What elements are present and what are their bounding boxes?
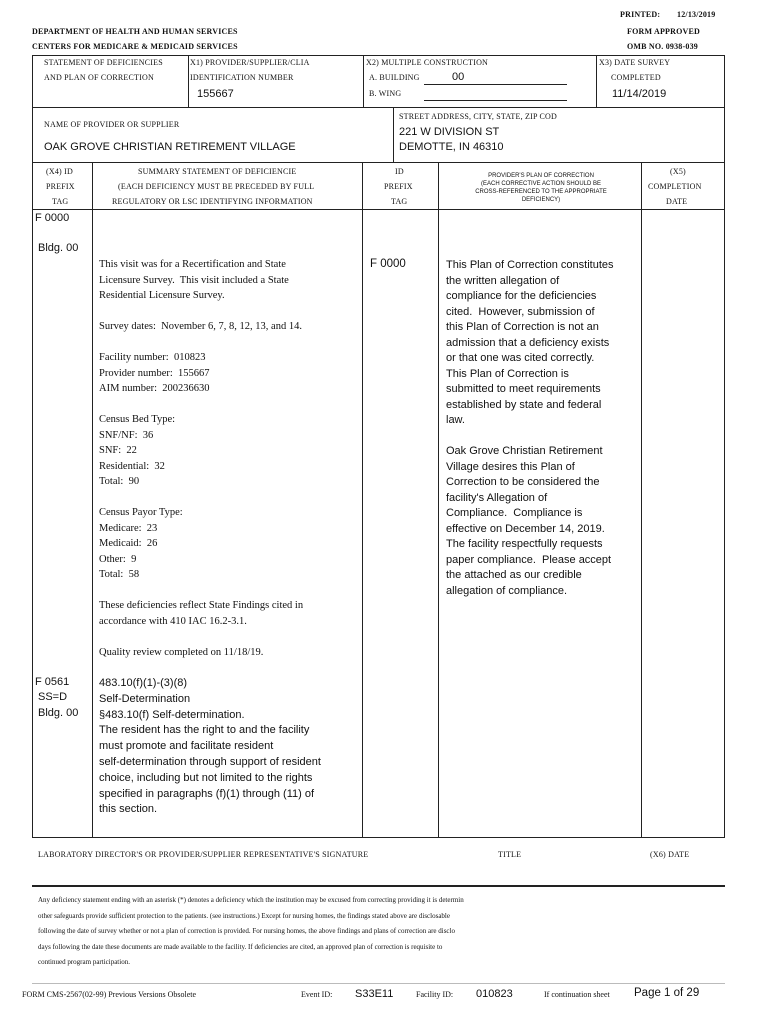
wing-underline [424, 100, 567, 101]
city-state-zip: DEMOTTE, IN 46310 [399, 141, 504, 153]
provider-name: OAK GROVE CHRISTIAN RETIREMENT VILLAGE [44, 141, 296, 153]
x6-date-label: (X6) DATE [650, 850, 690, 859]
signature-label: LABORATORY DIRECTOR'S OR PROVIDER/SUPPLIER REPRESENTATIVE'S SIGNATURE [38, 850, 369, 859]
scope-severity: SS=D [38, 691, 68, 703]
x4-id-label: (X4) ID [46, 167, 73, 176]
provider-clia-label: X1) PROVIDER/SUPPLIER/CLIA [190, 58, 310, 67]
multiple-construction-label: X2) MULTIPLE CONSTRUCTION [366, 58, 489, 67]
event-id-label: Event ID: [301, 990, 333, 999]
id-tag-f0000: F 0000 [370, 258, 406, 270]
summary-statement-text: This visit was for a Recertification and State Licensure Survey. This visit included a State Residential Licensure Survey. Survey dates: November 6, 7, 8, 12, 13, and 14. Facility number: 010823 Provider number: 155667 AIM number: 200236630 Census Bed Type: SNF/NF: 36 SNF: 22 Residential: 32 Total: 90 Census Payor Type: Medicare: 23 Medicaid: 26 Other: 9 Total: 58 These deficiencies reflect State Findings cited in accordance with 410 IAC 16.2-3.1. Quality review completed on 11/18/19. [99, 259, 304, 658]
f561-deficiency-text: 483.10(f)(1)-(3)(8) Self-Determination §483.10(f) Self-determination. The resident has the right to and the facility must promote and facilitate resident self-determination through support of resident choice, including but not limited to the rights specified in paragraphs (f)(1) through (11) of this section. [99, 677, 321, 816]
x5-label: (X5) [670, 167, 686, 176]
building-label: A. BUILDING [369, 73, 420, 82]
survey-date: 11/14/2019 [612, 88, 667, 100]
street-address-label: STREET ADDRESS, CITY, STATE, ZIP COD [399, 112, 557, 121]
form-number: FORM CMS-2567(02-99) Previous Versions Obsolete [22, 990, 197, 999]
summary-header-2: (EACH DEFICIENCY MUST BE PRECEDED BY FULL [118, 182, 315, 191]
completed-label: COMPLETED [611, 73, 661, 82]
centers-heading: CENTERS FOR MEDICARE & MEDICAID SERVICES [32, 42, 238, 51]
date-survey-label: X3) DATE SURVEY [599, 58, 671, 67]
continuation-label: If continuation sheet [544, 990, 610, 999]
signature-rule [32, 885, 725, 887]
id-label: ID [395, 167, 404, 176]
bldg-tag-1: Bldg. 00 [38, 242, 79, 254]
date-label: DATE [666, 197, 688, 206]
statement-label-2: AND PLAN OF CORRECTION [44, 73, 154, 82]
omb-number: OMB NO. 0938-039 [627, 42, 698, 51]
street-address: 221 W DIVISION ST [399, 126, 500, 138]
x4-tag-label: TAG [52, 197, 69, 206]
bldg-tag-2: Bldg. 00 [38, 707, 79, 719]
tag-f0561: F 0561 [35, 676, 70, 688]
printed-date: 12/13/2019 [677, 10, 716, 19]
id-tag-label: TAG [391, 197, 408, 206]
x4-prefix-label: PREFIX [46, 182, 75, 191]
tag-f0000: F 0000 [35, 212, 70, 224]
identification-number-label: IDENTIFICATION NUMBER [190, 73, 294, 82]
page-number: Page 1 of 29 [634, 987, 700, 999]
provider-id: 155667 [197, 88, 234, 100]
building-underline [424, 84, 567, 85]
department-heading: DEPARTMENT OF HEALTH AND HUMAN SERVICES [32, 27, 238, 36]
plan-of-correction-text: This Plan of Correction constitutes the written allegation of compliance for the deficiencies cited. However, submission of this Plan of Correction is not an admission that a deficiency exists or that one was cited correctly. This Plan of Correction is submitted to meet requirements established by state and federal law. Oak Grove Christian Retirement Village desires this Plan of Correction to be considered the facility's Allegation of Compliance. Compliance is effective on December 14, 2019. The facility respectfully requests paper compliance. Please accept the attached as our credible allegation of compliance. [446, 259, 614, 597]
completion-label: COMPLETION [648, 182, 702, 191]
provider-name-label: NAME OF PROVIDER OR SUPPLIER [44, 120, 180, 129]
footer-rule [32, 983, 725, 984]
statement-label-1: STATEMENT OF DEFICIENCIES [44, 58, 163, 67]
summary-header-1: SUMMARY STATEMENT OF DEFICIENCIE [138, 167, 297, 176]
facility-id-label: Facility ID: [416, 990, 454, 999]
summary-header-3: REGULATORY OR LSC IDENTIFYING INFORMATION [112, 197, 313, 206]
building-value: 00 [452, 71, 465, 83]
event-id: S33E11 [355, 988, 394, 1000]
id-prefix-label: PREFIX [384, 182, 413, 191]
facility-id: 010823 [476, 988, 513, 1000]
printed-label: PRINTED: [620, 10, 661, 19]
title-label: TITLE [498, 850, 522, 859]
wing-label: B. WING [369, 89, 402, 98]
plan-of-correction-header: PROVIDER'S PLAN OF CORRECTION (EACH CORRECTIVE ACTION SHOULD BE CROSS-REFERENCED TO THE APPROPRIATE DEFICIENCY) [475, 173, 607, 203]
disclaimer: Any deficiency statement ending with an asterisk (*) denotes a deficiency which the institution may be excused from correcting providing it is determin other safeguards provide sufficient protection to the patients. (see instructions.) Except for nursing homes, the findings stated above are disclosable following the date of survey whether or not a plan of correction is provided. For nursing homes, the above findings and plans of correction are disclo days following the date these documents are made available to the facility. If deficiencies are cited, an approved plan of correction is requisite to continued program participation. [38, 896, 464, 966]
form-approved: FORM APPROVED [627, 27, 701, 36]
